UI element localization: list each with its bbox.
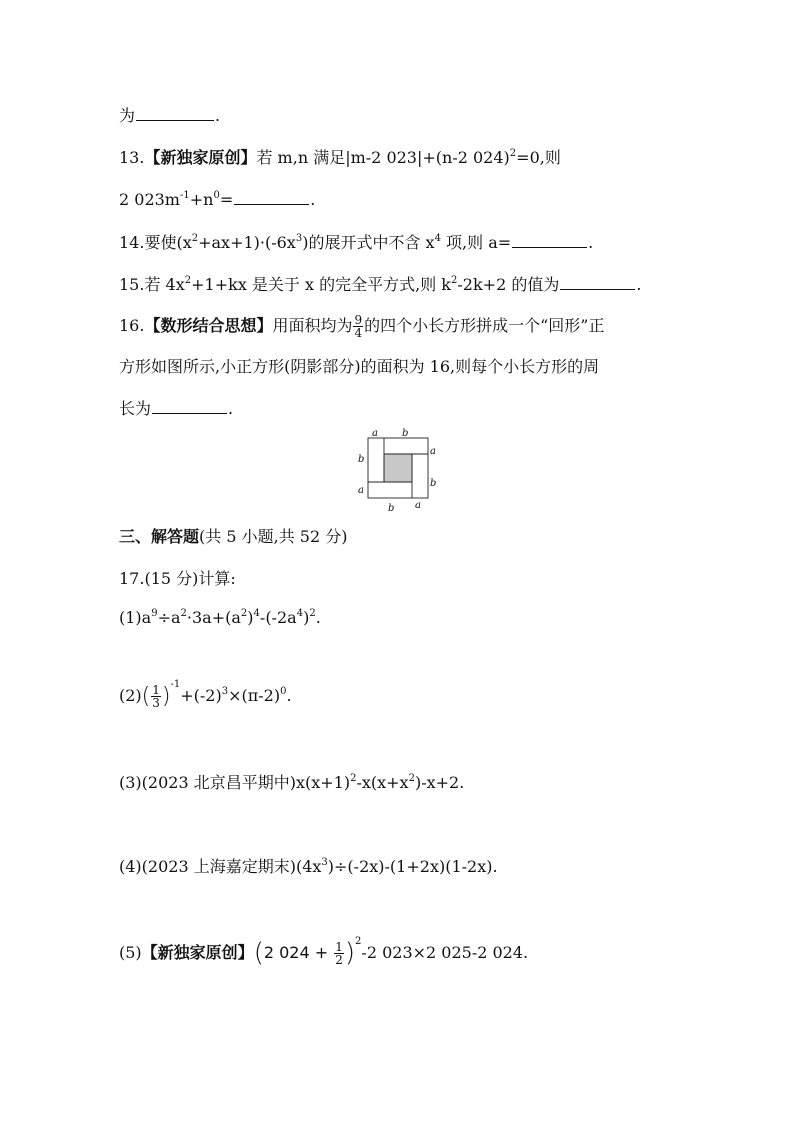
superscript: 9 (151, 608, 158, 619)
fraction-denominator: 4 (354, 326, 363, 340)
question-text: +1+kx 是关于 x 的完全平方式,则 k (191, 275, 451, 294)
question-16 (119, 314, 605, 339)
question-15 (119, 275, 641, 294)
fraction-denominator: 2 (335, 953, 343, 967)
question-13 (119, 148, 561, 167)
question-16-line3 (119, 399, 233, 418)
q12-tail-text: 为 (119, 106, 136, 125)
expr: (4)(2023 上海嘉定期末)(4x (119, 857, 322, 876)
expr: (3)(2023 北京昌平期中)x(x+1) (119, 773, 351, 792)
label-b: b (388, 503, 395, 514)
section-info: (共 5 小题,共 52 分) (199, 527, 348, 546)
fraction-denominator: 3 (152, 696, 160, 710)
expr: ) (247, 608, 254, 627)
fraction-numerator: 9 (354, 313, 363, 327)
expr: -2 023×2 025-2 024. (361, 943, 529, 962)
superscript: 2 (184, 275, 192, 286)
fraction-numerator: 1 (335, 940, 343, 954)
question-text: -2k+2 的值为 (457, 275, 560, 294)
expr: (2) (119, 686, 142, 705)
expr: )÷(-2x)-(1+2x)(1-2x). (327, 857, 498, 876)
answer-blank (136, 119, 214, 121)
expr: . (315, 608, 321, 627)
question-text: 15.若 4x (119, 275, 185, 294)
fraction-1-3 (151, 684, 161, 709)
label-b: b (402, 428, 409, 439)
question-number: 13. (119, 148, 145, 167)
right-paren: ) (344, 938, 356, 968)
section-heading (119, 527, 347, 546)
superscript: -1 (179, 190, 190, 201)
superscript: 3 (295, 233, 303, 244)
left-paren: ( (141, 684, 151, 709)
question-text: +n (189, 190, 214, 209)
question-text: 2 023m (119, 190, 180, 209)
superscript: 2 (180, 608, 187, 619)
question-17-head (119, 569, 236, 588)
expr: -x(x+x (356, 773, 409, 792)
question-text: =0,则 (516, 148, 561, 167)
expr: ÷a (157, 608, 181, 627)
period: . (588, 233, 594, 252)
expr: -(-2a (259, 608, 297, 627)
superscript: 3 (221, 686, 229, 697)
fraction-1-2 (334, 941, 344, 966)
label-a: a (372, 428, 378, 439)
fraction-9-4 (353, 314, 363, 339)
q17-part-4 (119, 857, 498, 876)
superscript: 2 (355, 936, 362, 947)
question-text: 17.(15 分)计算: (119, 569, 236, 588)
question-tag: 【新独家原创】 (144, 148, 257, 167)
question-text: 14.要使(x (119, 233, 192, 252)
expr: 2 024 + (263, 943, 334, 962)
answer-blank (234, 203, 309, 205)
superscript: 2 (240, 608, 248, 619)
superscript: 2 (309, 608, 316, 619)
label-a: a (358, 485, 364, 496)
superscript: 0 (280, 686, 287, 697)
expr: . (286, 686, 292, 705)
question-13-line2 (119, 190, 315, 209)
square-figure (352, 425, 442, 515)
expr: (1)a (119, 608, 152, 627)
superscript: 4 (296, 608, 304, 619)
expr: )-x+2. (414, 773, 465, 792)
superscript: 4 (434, 233, 441, 244)
question-text: )的展开式中不含 x (302, 233, 435, 252)
label-b: b (358, 454, 365, 465)
right-paren: ) (161, 684, 171, 709)
expr: ×(π-2) (228, 686, 281, 705)
answer-blank (512, 246, 587, 248)
superscript: 3 (321, 857, 328, 868)
answer-blank (152, 412, 227, 414)
q17-part-5 (119, 938, 528, 969)
fraction-numerator: 1 (152, 683, 160, 697)
period: . (310, 190, 316, 209)
question-number: 16. (119, 316, 145, 335)
question-tag: 【数形结合思想】 (144, 316, 273, 335)
section-title: 三、解答题 (119, 527, 200, 546)
question-text: 用面积均为 (272, 316, 353, 335)
label-a: a (430, 446, 436, 457)
period: . (636, 275, 642, 294)
left-paren: ( (253, 938, 264, 968)
expr: ·3a+(a (186, 608, 241, 627)
expr: (5) (119, 943, 142, 962)
expr: +(-2) (180, 686, 222, 705)
superscript: 2 (509, 148, 517, 159)
question-16-line2 (119, 357, 599, 376)
question-text: +ax+1)·(-6x (198, 233, 296, 252)
superscript: 2 (408, 773, 415, 784)
superscript: 2 (451, 275, 458, 286)
q17-part-3 (119, 773, 464, 792)
superscript: 2 (350, 773, 357, 784)
shaded-inner-square (384, 454, 412, 482)
label-b: b (430, 478, 437, 489)
answer-blank (560, 288, 635, 290)
question-text: 的四个小长方形拼成一个“回形”正 (364, 316, 605, 335)
q17-part-2 (119, 679, 292, 710)
q17-part-1 (119, 608, 321, 627)
question-tag: 【新独家原创】 (141, 943, 254, 962)
question-text: 长为 (119, 399, 152, 418)
question-text: 若 m,n 满足|m-2 023|+(n-2 024) (256, 148, 510, 167)
question-text: 项,则 a= (440, 233, 512, 252)
superscript: 2 (191, 233, 199, 244)
expr: ) (303, 608, 310, 627)
question-text: 方形如图所示,小正方形(阴影部分)的面积为 16,则每个小长方形的周 (119, 357, 600, 376)
superscript: 4 (253, 608, 260, 619)
superscript: -1 (170, 679, 181, 690)
period: . (228, 399, 234, 418)
label-a: a (415, 500, 421, 511)
superscript: 0 (213, 190, 220, 201)
question-14 (119, 233, 593, 252)
question-text: = (219, 190, 234, 209)
q12-tail: 为 . (119, 106, 221, 125)
